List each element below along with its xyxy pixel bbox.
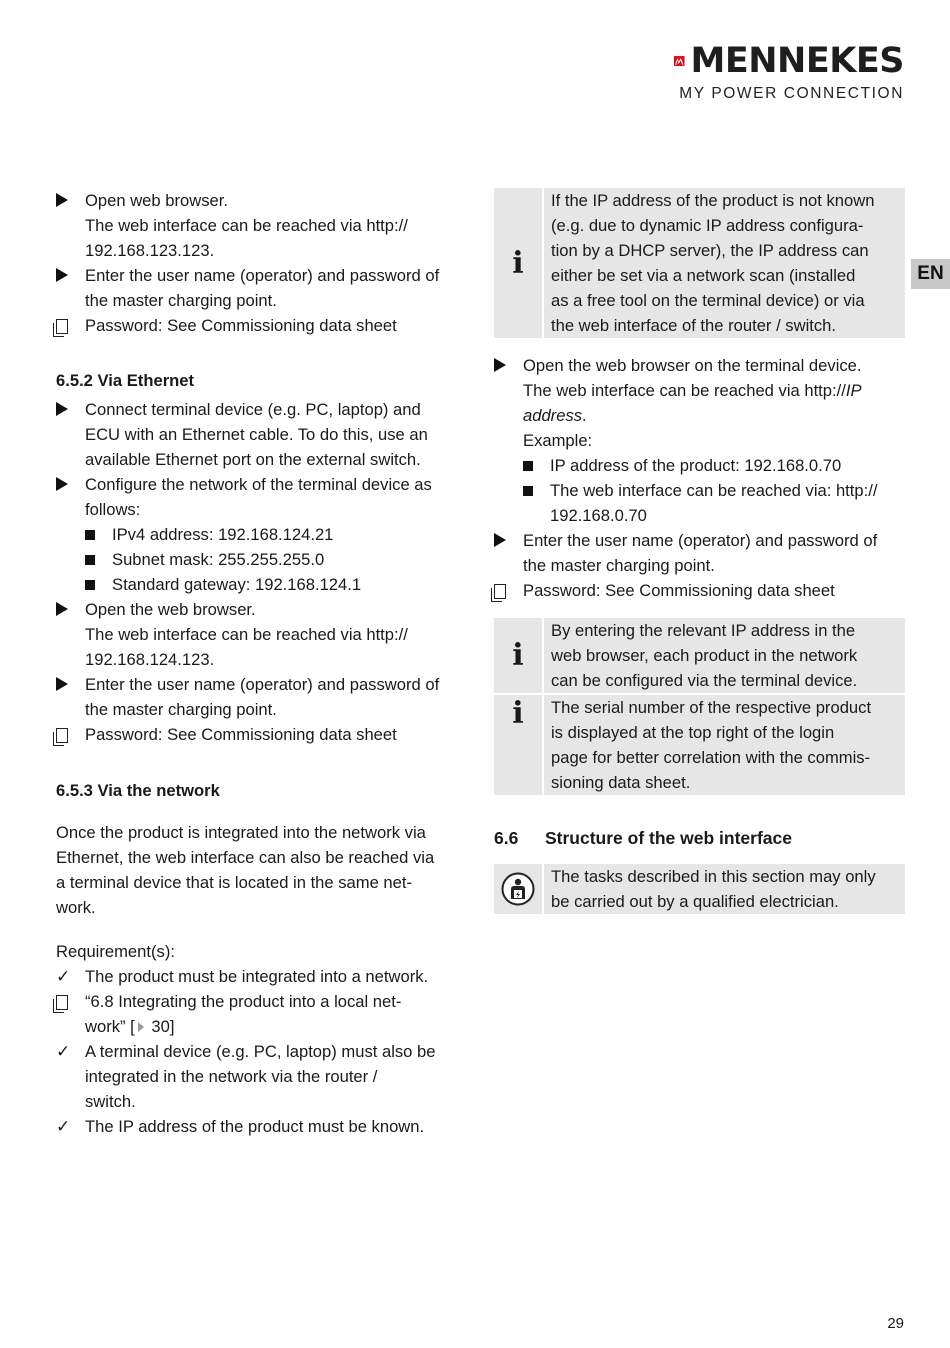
info-note	[494, 618, 905, 693]
step-configure	[56, 472, 468, 522]
step-text: the master charging point.	[85, 291, 277, 310]
checkmark-icon: ✓	[56, 967, 71, 986]
xref-text: work” [	[85, 1017, 135, 1036]
step-text: .	[582, 406, 587, 425]
step-text: Connect terminal device (e.g. PC, laptop) and	[85, 400, 421, 419]
step-text: The web interface can be reached via http://	[523, 381, 846, 400]
section-number: 6.6	[494, 828, 519, 848]
book-icon	[56, 313, 76, 341]
requirement-item	[56, 1039, 468, 1114]
step-text: Enter the user name (operator) and password of	[523, 531, 878, 550]
warning-note	[494, 864, 905, 914]
list-item	[56, 572, 468, 597]
note-text: the web interface of the router / switch.	[551, 316, 837, 335]
paragraph-line: work.	[56, 898, 96, 917]
reference-text: Password: See Commissioning data sheet	[85, 725, 397, 744]
step-text: Open web browser.	[85, 191, 228, 210]
step-text: 192.168.124.123.	[85, 650, 215, 669]
setting-text: Standard gateway: 192.168.124.1	[112, 575, 362, 594]
step-text: ECU with an Ethernet cable. To do this, use an	[85, 425, 428, 444]
note-text: By entering the relevant IP address in the	[551, 621, 856, 640]
step-text: available Ethernet port on the external switch.	[85, 450, 421, 469]
step-text: Open the web browser on the terminal device.	[523, 356, 862, 375]
step-enter-credentials	[56, 263, 468, 313]
note-text: If the IP address of the product is not known	[551, 191, 875, 210]
list-item	[56, 547, 468, 572]
note-text: The tasks described in this section may only	[551, 867, 876, 886]
square-bullet-icon	[523, 453, 543, 478]
electrician-icon	[494, 864, 544, 914]
paragraph	[56, 820, 468, 920]
requirement-xref	[56, 989, 468, 1039]
step-text	[523, 378, 905, 403]
note-text: either be set via a network scan (installed	[551, 266, 856, 285]
step-text: the master charging point.	[523, 556, 715, 575]
square-bullet-icon	[523, 478, 543, 503]
password-reference-2	[56, 722, 468, 747]
note-text: be carried out by a qualified electrician.	[551, 892, 839, 911]
triangle-bullet-icon	[56, 597, 76, 623]
requirement-text: switch.	[85, 1092, 136, 1111]
step-text: Open the web browser.	[85, 600, 256, 619]
xref-text: “6.8 Integrating the product into a local net-	[85, 992, 402, 1011]
requirement-text: The IP address of the product must be known.	[85, 1117, 425, 1136]
note-text: can be configured via the terminal device.	[551, 671, 858, 690]
brand-name: MENNEKES	[690, 41, 904, 81]
step-enter-credentials-2	[56, 672, 468, 722]
step-connect	[56, 397, 468, 472]
language-tab: EN	[911, 259, 950, 289]
left-column	[56, 188, 468, 1139]
setting-text: Subnet mask: 255.255.255.0	[112, 550, 325, 569]
paragraph-line: Ethernet, the web interface can also be reached via	[56, 848, 435, 867]
book-icon	[56, 722, 76, 750]
step-text: Enter the user name (operator) and password of	[85, 266, 440, 285]
step-text-italic: IP	[845, 381, 862, 400]
note-text: page for better correlation with the commis-	[551, 748, 871, 767]
requirement-text: The product must be integrated into a network.	[85, 967, 429, 986]
mennekes-logo-icon	[674, 46, 685, 76]
right-column	[494, 188, 905, 914]
password-reference-3	[494, 578, 905, 603]
step-open-browser-2	[56, 597, 468, 672]
list-item	[56, 522, 468, 547]
xref-page: 30]	[146, 1017, 175, 1036]
triangle-bullet-icon	[56, 188, 76, 214]
step-text: Enter the user name (operator) and password of	[85, 675, 440, 694]
info-icon: i	[494, 695, 544, 795]
square-bullet-icon	[85, 522, 105, 547]
triangle-bullet-icon	[56, 672, 76, 698]
book-icon	[56, 989, 76, 1017]
triangle-bullet-icon	[494, 528, 514, 554]
section-heading-6-6	[494, 826, 905, 851]
note-text: tion by a DHCP server), the IP address can	[551, 241, 869, 260]
paragraph-line: Once the product is integrated into the network via	[56, 823, 426, 842]
info-note	[494, 188, 905, 338]
example-text: The web interface can be reached via: http://	[550, 481, 878, 500]
brand-tagline: MY POWER CONNECTION	[679, 85, 904, 102]
paragraph-line: a terminal device that is located in the same net-	[56, 873, 413, 892]
step-open-browser-terminal	[494, 353, 905, 453]
note-text: web browser, each product in the network	[551, 646, 858, 665]
requirement-text: integrated in the network via the router /	[85, 1067, 378, 1086]
triangle-bullet-icon	[494, 353, 514, 379]
requirement-text: A terminal device (e.g. PC, laptop) must also be	[85, 1042, 436, 1061]
info-note	[494, 695, 905, 795]
section-heading-6-5-3: 6.5.3 Via the network	[56, 781, 220, 800]
book-icon	[494, 578, 514, 606]
requirements-label: Requirement(s):	[56, 942, 175, 961]
reference-text: Password: See Commissioning data sheet	[85, 316, 397, 335]
step-text: The web interface can be reached via http://	[85, 216, 408, 235]
triangle-bullet-icon	[56, 472, 76, 498]
step-text: 192.168.123.123.	[85, 241, 215, 260]
requirement-item	[56, 964, 468, 989]
triangle-bullet-icon	[56, 263, 76, 289]
square-bullet-icon	[85, 572, 105, 597]
example-label: Example:	[523, 431, 593, 450]
list-item	[494, 478, 905, 528]
checkmark-icon: ✓	[56, 1117, 71, 1136]
page-number: 29	[887, 1315, 904, 1332]
note-text: is displayed at the top right of the login	[551, 723, 835, 742]
example-text: 192.168.0.70	[550, 506, 647, 525]
step-enter-credentials-3	[494, 528, 905, 578]
triangle-bullet-icon	[56, 397, 76, 423]
step-text: Configure the network of the terminal device as	[85, 475, 432, 494]
step-text: The web interface can be reached via http://	[85, 625, 408, 644]
note-text: sioning data sheet.	[551, 773, 691, 792]
step-text	[523, 403, 905, 428]
square-bullet-icon	[85, 547, 105, 572]
info-icon: i	[494, 188, 544, 338]
requirement-item	[56, 1114, 468, 1139]
note-text: (e.g. due to dynamic IP address configura-	[551, 216, 864, 235]
section-heading-6-5-2: 6.5.2 Via Ethernet	[56, 371, 195, 390]
setting-text: IPv4 address: 192.168.124.21	[112, 525, 334, 544]
step-text-italic: address	[523, 406, 583, 425]
example-text: IP address of the product: 192.168.0.70	[550, 456, 842, 475]
checkmark-icon: ✓	[56, 1042, 71, 1061]
password-reference	[56, 313, 468, 338]
brand-logo	[674, 41, 904, 103]
xref-link[interactable]	[85, 1014, 468, 1039]
reference-text: Password: See Commissioning data sheet	[523, 581, 835, 600]
step-open-browser	[56, 188, 468, 263]
section-title: Structure of the web interface	[545, 828, 792, 848]
note-text: as a free tool on the terminal device) or via	[551, 291, 865, 310]
note-text: The serial number of the respective product	[551, 698, 872, 717]
list-item	[494, 453, 905, 478]
step-text: follows:	[85, 500, 141, 519]
step-text: the master charging point.	[85, 700, 277, 719]
info-icon: i	[494, 618, 544, 693]
page-arrow-icon	[138, 1022, 144, 1032]
